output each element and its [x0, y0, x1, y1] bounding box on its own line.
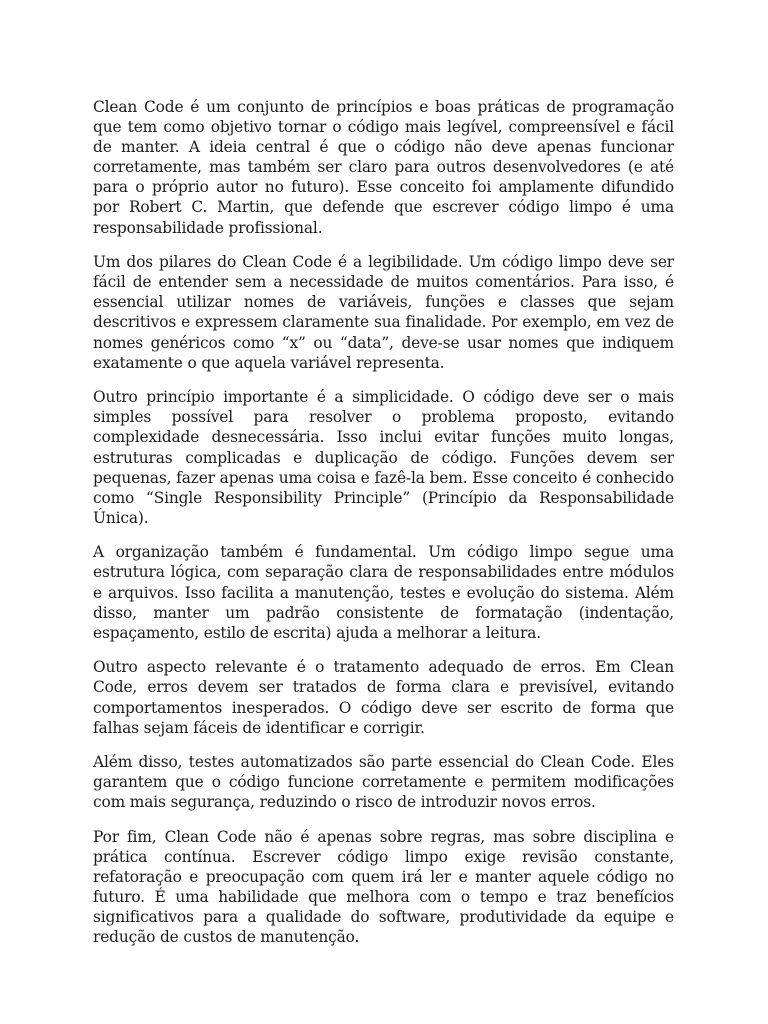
paragraph-conclusion: Por fim, Clean Code não é apenas sobre regras, mas sobre disciplina e prática contínua. Escrever código limpo exige revisão constante, refatoração e preocupação com quem irá ler e manter aquele código no futuro. É uma habilidade que melhora com o tempo e traz benefícios significativos para a qualidade do software, produtividade da equipe e redução de custos de manutenção. — [93, 828, 674, 947]
paragraph-legibility: Um dos pilares do Clean Code é a legibilidade. Um código limpo deve ser fácil de entender sem a necessidade de muitos comentários. Para isso, é essencial utilizar nomes de variáveis, funções e classes que sejam descritivos e expressem claramente sua finalidade. Por exemplo, em vez de nomes genéricos como “x” ou “data”, deve-se usar nomes que indiquem exatamente o que aquela variável representa. — [93, 253, 674, 372]
paragraph-intro: Clean Code é um conjunto de princípios e boas práticas de programação que tem como objetivo tornar o código mais legível, compreensível e fácil de manter. A ideia central é que o código não deve apenas funcionar corretamente, mas também ser claro para outros desenvolvedores (e até para o próprio autor no futuro). Esse conceito foi amplamente difundido por Robert C. Martin, que defende que escrever código limpo é uma responsabilidade profissional. — [93, 98, 674, 237]
paragraph-simplicity: Outro princípio importante é a simplicidade. O código deve ser o mais simples possível para resolver o problema proposto, evitando complexidade desnecessária. Isso inclui evitar funções muito longas, estruturas complicadas e duplicação de código. Funções devem ser pequenas, fazer apenas uma coisa e fazê-la bem. Esse conceito é conhecido como “Single Responsibility Principle” (Princípio da Responsabilidade Única). — [93, 388, 674, 527]
paragraph-organization: A organização também é fundamental. Um código limpo segue uma estrutura lógica, com separação clara de responsabilidades entre módulos e arquivos. Isso facilita a manutenção, testes e evolução do sistema. Além disso, manter um padrão consistente de formatação (indentação, espaçamento, estilo de escrita) ajuda a melhorar a leitura. — [93, 543, 674, 642]
document-body — [93, 97, 674, 962]
paragraph-automated-tests: Além disso, testes automatizados são parte essencial do Clean Code. Eles garantem que o código funcione corretamente e permitem modificações com mais segurança, reduzindo o risco de introduzir novos erros. — [93, 753, 674, 812]
paragraph-error-handling: Outro aspecto relevante é o tratamento adequado de erros. Em Clean Code, erros devem ser tratados de forma clara e previsível, evitando comportamentos inesperados. O código deve ser escrito de forma que falhas sejam fáceis de identificar e corrigir. — [93, 658, 674, 737]
